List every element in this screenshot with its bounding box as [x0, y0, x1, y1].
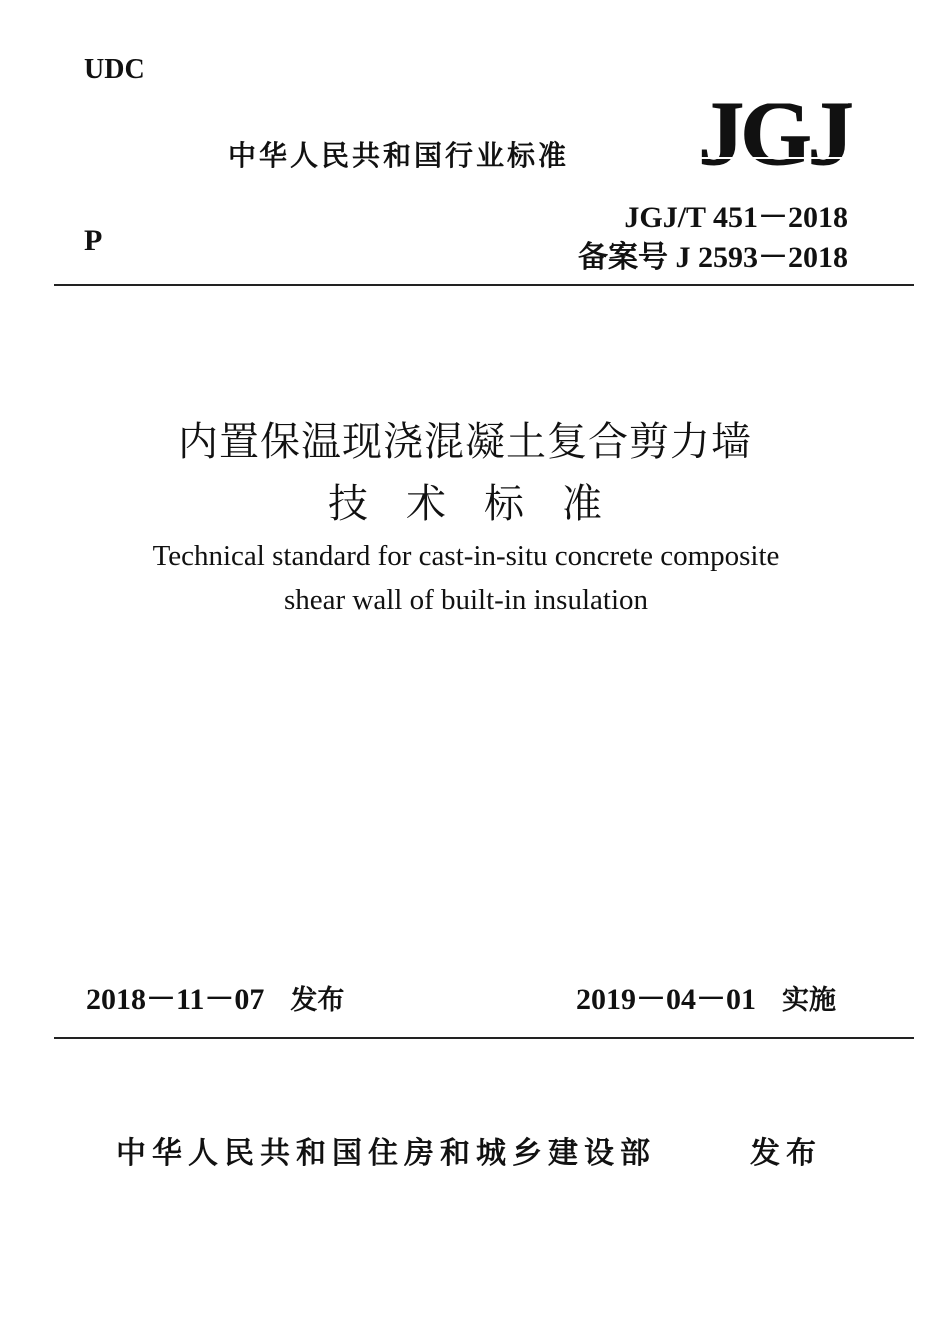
issue-date-block: [86, 974, 344, 1018]
issue-date: 2018－11－07: [86, 983, 265, 1016]
effective-date-block: [576, 974, 836, 1018]
effective-date: 2019－04－01: [576, 983, 756, 1016]
logo-text: JGJ: [698, 88, 850, 174]
effective-label: 实施: [782, 985, 836, 1016]
jgj-logo: [694, 88, 854, 174]
publisher-action: 发布: [750, 1136, 822, 1171]
title-english-line2: shear wall of built-in insulation: [283, 584, 649, 616]
industry-standard-heading: 中华人民共和国行业标准: [228, 139, 570, 172]
category-label: P: [84, 224, 103, 257]
publisher-name: 中华人民共和国住房和城乡建设部: [116, 1136, 656, 1171]
record-number: 备案号 J 2593－2018: [578, 241, 848, 274]
top-divider: [54, 284, 914, 286]
udc-label: UDC: [84, 54, 145, 85]
issue-label: 发布: [290, 985, 345, 1016]
standard-number: JGJ/T 451－2018: [624, 201, 848, 234]
title-chinese-line2: 技术标准: [328, 481, 640, 527]
bottom-divider: [54, 1037, 914, 1039]
title-english-line1: Technical standard for cast-in-situ concrete composite: [152, 540, 780, 572]
jgj-logo-graphic: [694, 88, 854, 174]
title-chinese-line1: 内置保温现浇混凝土复合剪力墙: [178, 419, 752, 465]
